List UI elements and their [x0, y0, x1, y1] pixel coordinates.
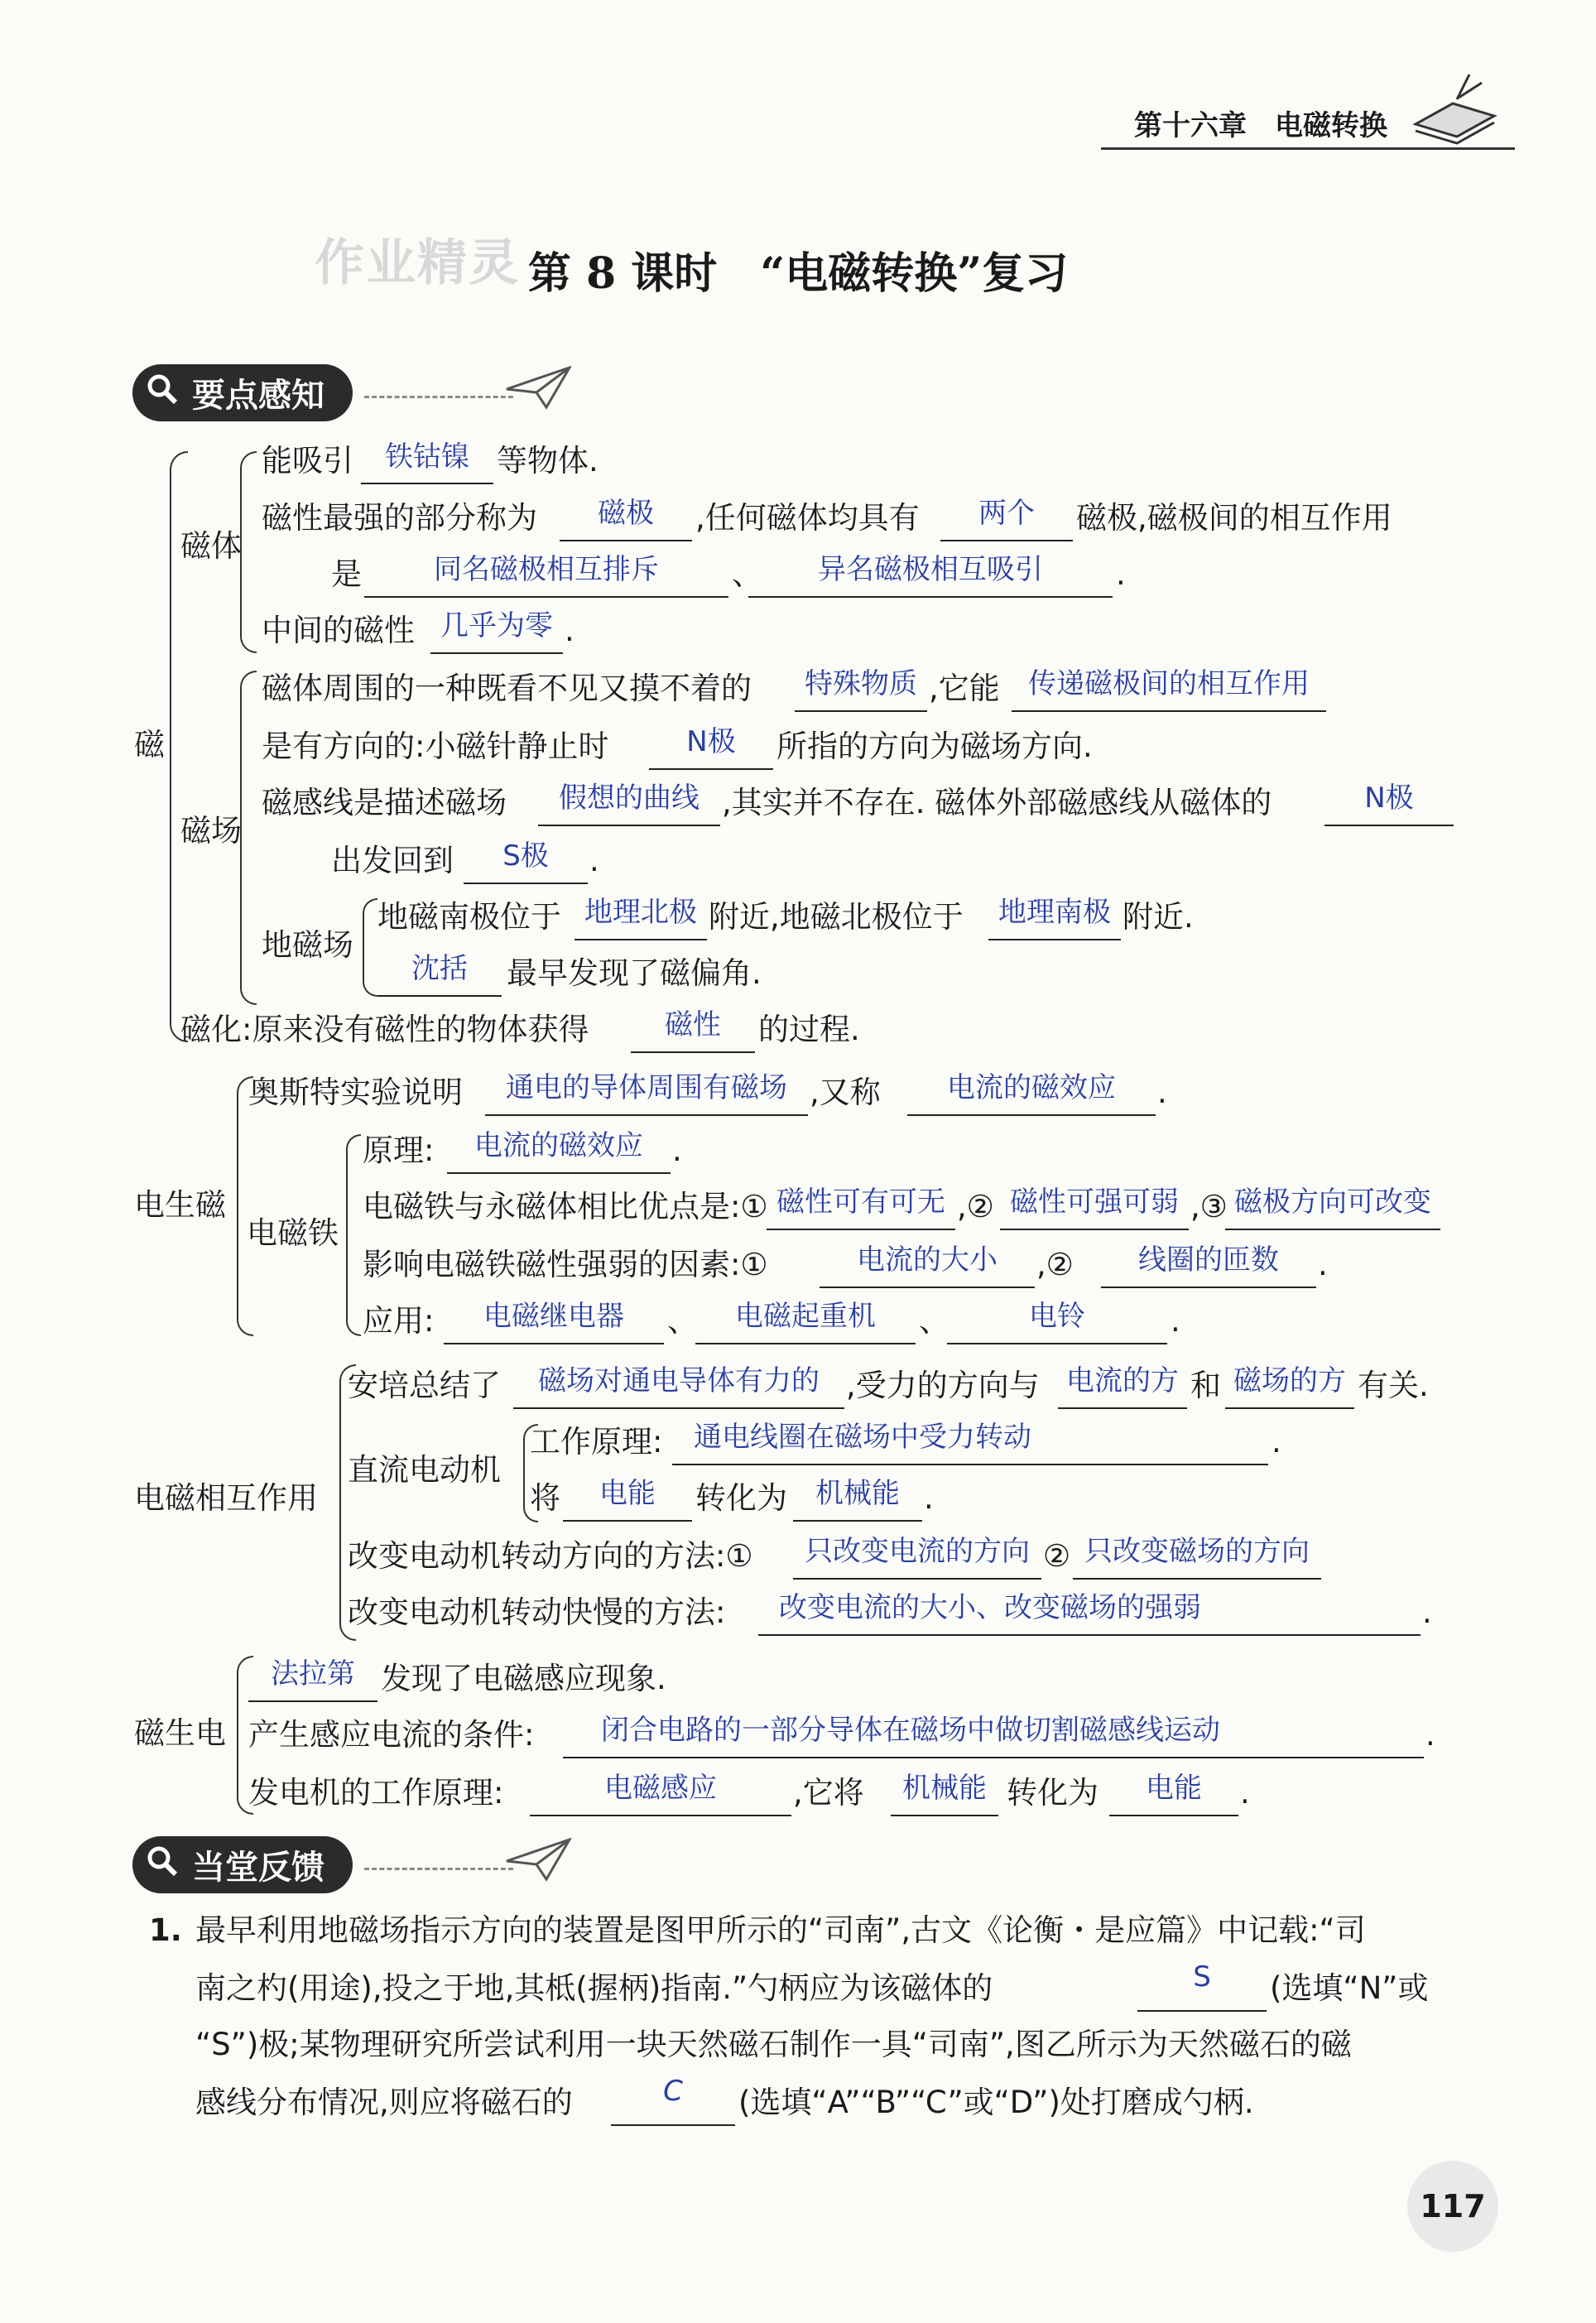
answer: 电能	[599, 1477, 656, 1510]
text: .	[1116, 556, 1126, 592]
category-zhiliu: 直流电动机	[348, 1452, 501, 1488]
answer: 异名磁极相互吸引	[818, 553, 1043, 586]
text: ,任何磁体均具有	[695, 500, 920, 536]
answer: 磁场对通电导体有力的	[538, 1364, 820, 1397]
answer: 地理南极	[998, 896, 1111, 929]
text: ②	[1043, 1538, 1071, 1574]
answer: 电流的方	[1066, 1364, 1179, 1397]
dash-line	[364, 396, 513, 398]
answer: 沈括	[411, 952, 468, 985]
brace-citi	[240, 451, 257, 653]
text: 磁性最强的部分称为	[262, 500, 537, 536]
answer: 机械能	[815, 1477, 900, 1510]
answer: 电流的大小	[857, 1243, 997, 1277]
text: ,②	[957, 1189, 994, 1224]
text: 出发回到	[331, 843, 454, 878]
page-title: 第 8 课时 “电磁转换”复习	[527, 248, 1069, 299]
category-cishengdian: 磁生电	[134, 1715, 226, 1751]
text: 转化为	[695, 1480, 787, 1516]
text: .	[565, 613, 574, 648]
brace-diancitie	[346, 1134, 361, 1336]
answer: 电磁继电器	[483, 1300, 624, 1333]
text: 有关.	[1358, 1368, 1429, 1403]
magnifier-icon	[146, 1844, 179, 1878]
text: ,③	[1190, 1189, 1228, 1224]
answer: 通电的导体周围有磁场	[506, 1071, 787, 1104]
question-line: (选填“N”或	[1270, 1970, 1429, 2006]
text: 发电机的工作原理:	[248, 1775, 504, 1811]
answer: N极	[1364, 782, 1414, 815]
text: 将	[530, 1480, 560, 1516]
dash-line	[364, 1868, 513, 1870]
text: .	[1171, 1303, 1180, 1339]
brace-dianshengci	[237, 1076, 253, 1336]
text: ,它能	[929, 671, 1000, 706]
text: 的过程.	[758, 1012, 860, 1047]
question-number: 1.	[149, 1912, 182, 1948]
answer: S	[1193, 1960, 1211, 1994]
book-icon	[1407, 66, 1498, 149]
text: 能吸引	[262, 443, 353, 479]
answer: 电磁起重机	[735, 1300, 876, 1333]
text: 是	[331, 556, 362, 592]
category-ci: 磁	[134, 727, 165, 762]
text: 改变电动机转动快慢的方法:	[348, 1594, 726, 1630]
text: 产生感应电流的条件:	[248, 1717, 535, 1753]
answer: 法拉第	[271, 1657, 355, 1691]
text: 发现了电磁感应现象.	[381, 1661, 666, 1696]
text: .	[1157, 1075, 1167, 1110]
category-dianshengci: 电生磁	[134, 1187, 226, 1223]
answer: 磁性可有可无	[776, 1186, 945, 1219]
text: .	[1318, 1247, 1328, 1282]
answer: 传递磁极间的相互作用	[1028, 667, 1310, 700]
chapter-header: 第十六章 电磁转换	[1134, 109, 1387, 142]
text: 、	[919, 1303, 949, 1339]
text: .	[672, 1133, 682, 1168]
question-line: 感线分布情况,则应将磁石的	[195, 2085, 573, 2120]
category-dicichang: 地磁场	[262, 927, 353, 963]
answer: 铁钴镍	[385, 440, 469, 474]
category-citi: 磁体	[180, 528, 242, 564]
text: 附近,地磁北极位于	[709, 899, 964, 935]
text: 改变电动机转动方向的方法:①	[348, 1538, 753, 1574]
text: ,②	[1036, 1247, 1074, 1282]
answer: 磁场的方	[1233, 1364, 1346, 1397]
answer: 磁性	[665, 1008, 721, 1041]
answer: 改变电流的大小、改变磁场的强弱	[779, 1591, 1201, 1624]
text: 中间的磁性	[262, 613, 415, 648]
answer: 电流的磁效应	[947, 1071, 1116, 1104]
page-number: 117	[1407, 2161, 1498, 2252]
text: 磁极,磁极间的相互作用	[1076, 500, 1392, 536]
category-diancitie: 电磁铁	[247, 1215, 339, 1251]
answer: 电能	[1146, 1772, 1202, 1805]
text: .	[1422, 1594, 1432, 1630]
answer: 几乎为零	[440, 609, 553, 642]
text: .	[1272, 1424, 1281, 1460]
text: 所指的方向为磁场方向.	[776, 729, 1093, 764]
question-line: “S”)极;某物理研究所尝试利用一块天然磁石制作一具“司南”,图乙所示为天然磁石的磁	[195, 2027, 1352, 2062]
text: .	[1425, 1717, 1435, 1753]
text: 工作原理:	[530, 1424, 663, 1460]
text: 应用:	[363, 1303, 435, 1339]
question-line: (选填“A”“B”“C”或“D”)处打磨成勺柄.	[738, 2085, 1254, 2120]
text: 转化为	[1007, 1775, 1098, 1811]
question-line: 最早利用地磁场指示方向的装置是图甲所示的“司南”,古文《论衡・是应篇》中记载:“司	[195, 1912, 1366, 1948]
text: .	[924, 1480, 934, 1516]
text: ,其实并不存在. 磁体外部磁感线从磁体的	[722, 785, 1272, 820]
text: 地磁南极位于	[377, 899, 561, 935]
paper-plane-icon	[505, 364, 571, 410]
text: ,受力的方向与	[846, 1368, 1040, 1403]
answer: 机械能	[902, 1772, 987, 1805]
text: 磁化:原来没有磁性的物体获得	[180, 1012, 589, 1047]
magnifier-icon	[146, 373, 179, 406]
category-cichang: 磁场	[180, 813, 242, 849]
text: 电磁铁与永磁体相比优点是:①	[363, 1189, 768, 1224]
text: 、	[732, 556, 762, 592]
text: 和	[1190, 1368, 1221, 1403]
text: 影响电磁铁磁性强弱的因素:①	[363, 1247, 768, 1282]
answer: 特殊物质	[805, 667, 917, 700]
text: .	[589, 843, 599, 878]
text: 等物体.	[497, 443, 598, 479]
answer: 电铃	[1029, 1300, 1085, 1333]
answer: 两个	[978, 497, 1035, 530]
answer: 只改变电流的方向	[805, 1535, 1030, 1568]
answer: 磁性可强可弱	[1010, 1186, 1179, 1219]
text: 奥斯特实验说明	[248, 1075, 463, 1110]
text: 附近.	[1122, 899, 1194, 935]
answer: N极	[686, 725, 736, 758]
text: 磁体周围的一种既看不见又摸不着的	[262, 671, 752, 706]
category-xianghu: 电磁相互作用	[134, 1480, 318, 1516]
answer: 电流的磁效应	[474, 1129, 643, 1162]
answer: 通电线圈在磁场中受力转动	[694, 1421, 1031, 1454]
answer: 地理北极	[584, 896, 697, 929]
paper-plane-icon	[505, 1836, 571, 1882]
watermark: 作业精灵	[315, 234, 520, 292]
text: 是有方向的:小磁针静止时	[262, 729, 609, 764]
answer: 同名磁极相互排斥	[434, 553, 659, 586]
brace-dicichang	[363, 898, 377, 997]
text: ,又称	[810, 1075, 881, 1110]
brace-cichang	[240, 671, 257, 1005]
answer: 闭合电路的一部分导体在磁场中做切割磁感线运动	[601, 1714, 1220, 1747]
answer: 假想的曲线	[559, 782, 699, 815]
section-key-points: 要点感知	[132, 364, 353, 421]
answer: 电磁感应	[604, 1772, 717, 1805]
answer: S极	[502, 839, 549, 873]
text: 最早发现了磁偏角.	[507, 955, 762, 991]
text: 安培总结了	[348, 1368, 501, 1403]
answer: 只改变磁场的方向	[1084, 1535, 1310, 1568]
text: 原理:	[363, 1133, 435, 1168]
text: 、	[667, 1303, 698, 1339]
answer: 磁极方向可改变	[1234, 1186, 1431, 1219]
answer: 线圈的匝数	[1138, 1243, 1279, 1277]
answer: C	[663, 2075, 683, 2108]
text: .	[1240, 1775, 1250, 1811]
text: ,它将	[793, 1775, 864, 1811]
section-feedback: 当堂反馈	[132, 1836, 353, 1893]
question-line: 南之杓(用途),投之于地,其柢(握柄)指南.”勺柄应为该磁体的	[195, 1970, 993, 2006]
answer: 磁极	[598, 497, 654, 530]
text: 磁感线是描述磁场	[262, 785, 507, 820]
